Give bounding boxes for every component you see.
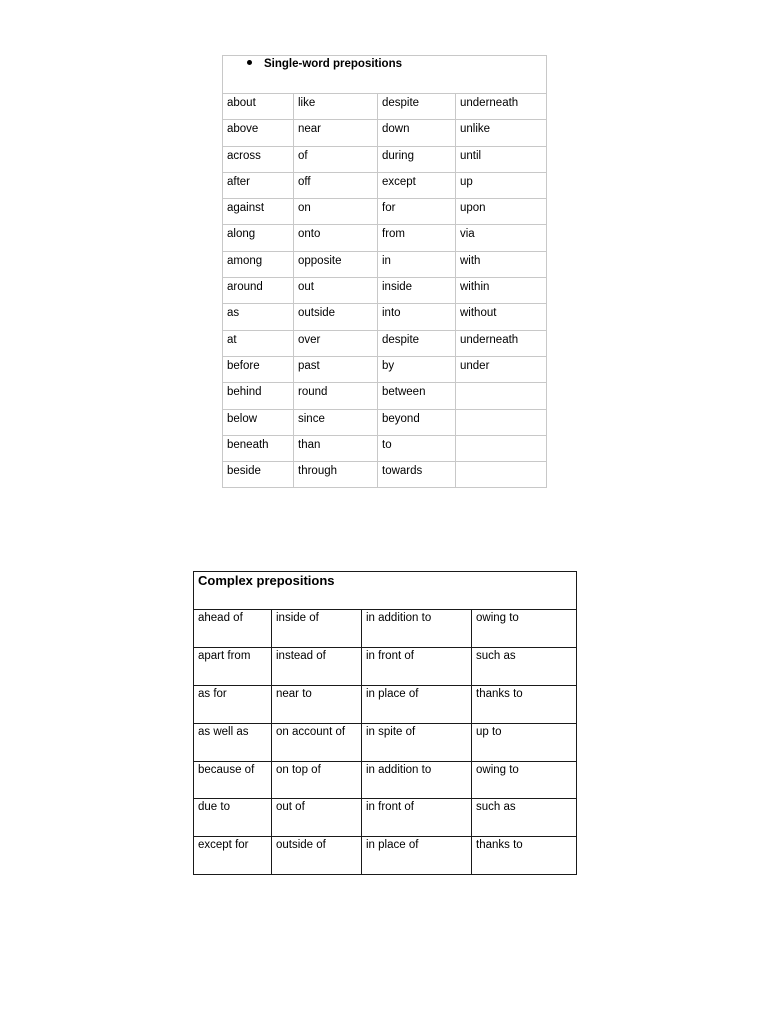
table-header-row [223,56,547,94]
table-row [223,225,547,251]
table-row [223,172,547,198]
table-cell: in front of [362,799,472,837]
table-cell: despite [378,330,456,356]
table-cell: in place of [362,685,472,723]
single-word-prepositions-table [222,55,547,488]
table-row [223,146,547,172]
table-cell: near [294,120,378,146]
table-cell: past [294,356,378,382]
table-cell: as for [194,685,272,723]
table-row [223,120,547,146]
table-cell: except [378,172,456,198]
table-cell: thanks to [472,685,577,723]
table-row [223,383,547,409]
table-cell: about [223,94,294,120]
table-cell: instead of [272,647,362,685]
table-cell: before [223,356,294,382]
table-row [223,199,547,225]
table-title: Single-word prepositions [264,58,403,70]
table-cell: onto [294,225,378,251]
table-cell: below [223,409,294,435]
table-row [223,356,547,382]
table-cell: behind [223,383,294,409]
table-cell: across [223,146,294,172]
table-cell: since [294,409,378,435]
table-cell [456,462,547,488]
table-cell: until [456,146,547,172]
table-row [194,799,577,837]
table-cell: in [378,251,456,277]
table-title-cell [223,56,547,94]
bullet-icon [247,60,252,65]
table-cell [456,409,547,435]
table-cell: apart from [194,647,272,685]
table-row [223,409,547,435]
table-row [223,330,547,356]
table-cell: beyond [378,409,456,435]
table-cell: in addition to [362,761,472,799]
table-title: Complex prepositions [198,573,335,588]
table-cell: inside [378,278,456,304]
table-cell: such as [472,647,577,685]
table-cell: as well as [194,723,272,761]
table-title-cell [194,572,577,610]
table-row [223,278,547,304]
table-cell: on account of [272,723,362,761]
table-row [223,462,547,488]
table-cell: under [456,356,547,382]
table-cell: within [456,278,547,304]
table-row [223,304,547,330]
table-cell: like [294,94,378,120]
table-row [223,251,547,277]
table-row [194,685,577,723]
table-cell: without [456,304,547,330]
table-cell: at [223,330,294,356]
table-cell: unlike [456,120,547,146]
table-cell: outside of [272,837,362,875]
table-row [223,435,547,461]
table-row [194,610,577,648]
table-row [194,837,577,875]
table-row [223,94,547,120]
table-cell: near to [272,685,362,723]
table-cell: for [378,199,456,225]
table-cell: in place of [362,837,472,875]
table-cell: except for [194,837,272,875]
table-cell: upon [456,199,547,225]
complex-prepositions-table [193,571,577,875]
table-cell: underneath [456,94,547,120]
table-cell: towards [378,462,456,488]
table-cell: because of [194,761,272,799]
table-row [194,761,577,799]
table-cell: thanks to [472,837,577,875]
table-cell: with [456,251,547,277]
table-cell: around [223,278,294,304]
table-cell: over [294,330,378,356]
table-cell: on top of [272,761,362,799]
table-cell: owing to [472,761,577,799]
table-cell: in front of [362,647,472,685]
table-cell: from [378,225,456,251]
table-cell: despite [378,94,456,120]
table-cell: through [294,462,378,488]
table-cell: up [456,172,547,198]
table-cell [456,435,547,461]
table-cell: round [294,383,378,409]
table-cell: than [294,435,378,461]
table-cell: in spite of [362,723,472,761]
table-cell: outside [294,304,378,330]
table-cell: up to [472,723,577,761]
table-header-row [194,572,577,610]
table-cell: as [223,304,294,330]
table-cell: into [378,304,456,330]
table-cell: against [223,199,294,225]
table-cell: along [223,225,294,251]
table-cell: beneath [223,435,294,461]
table-row [194,723,577,761]
table-cell: out [294,278,378,304]
table-cell: in addition to [362,610,472,648]
table-cell: between [378,383,456,409]
table-cell: out of [272,799,362,837]
table-cell: after [223,172,294,198]
table-cell: underneath [456,330,547,356]
table-cell: above [223,120,294,146]
table-cell [456,383,547,409]
table-cell: by [378,356,456,382]
table-cell: beside [223,462,294,488]
table-cell: down [378,120,456,146]
table-cell: opposite [294,251,378,277]
table-cell: ahead of [194,610,272,648]
table-cell: during [378,146,456,172]
table-cell: inside of [272,610,362,648]
table-cell: of [294,146,378,172]
table-cell: owing to [472,610,577,648]
table-cell: such as [472,799,577,837]
table-cell: via [456,225,547,251]
table-row [194,647,577,685]
table-cell: due to [194,799,272,837]
table-cell: off [294,172,378,198]
table-cell: among [223,251,294,277]
table-cell: on [294,199,378,225]
table-cell: to [378,435,456,461]
